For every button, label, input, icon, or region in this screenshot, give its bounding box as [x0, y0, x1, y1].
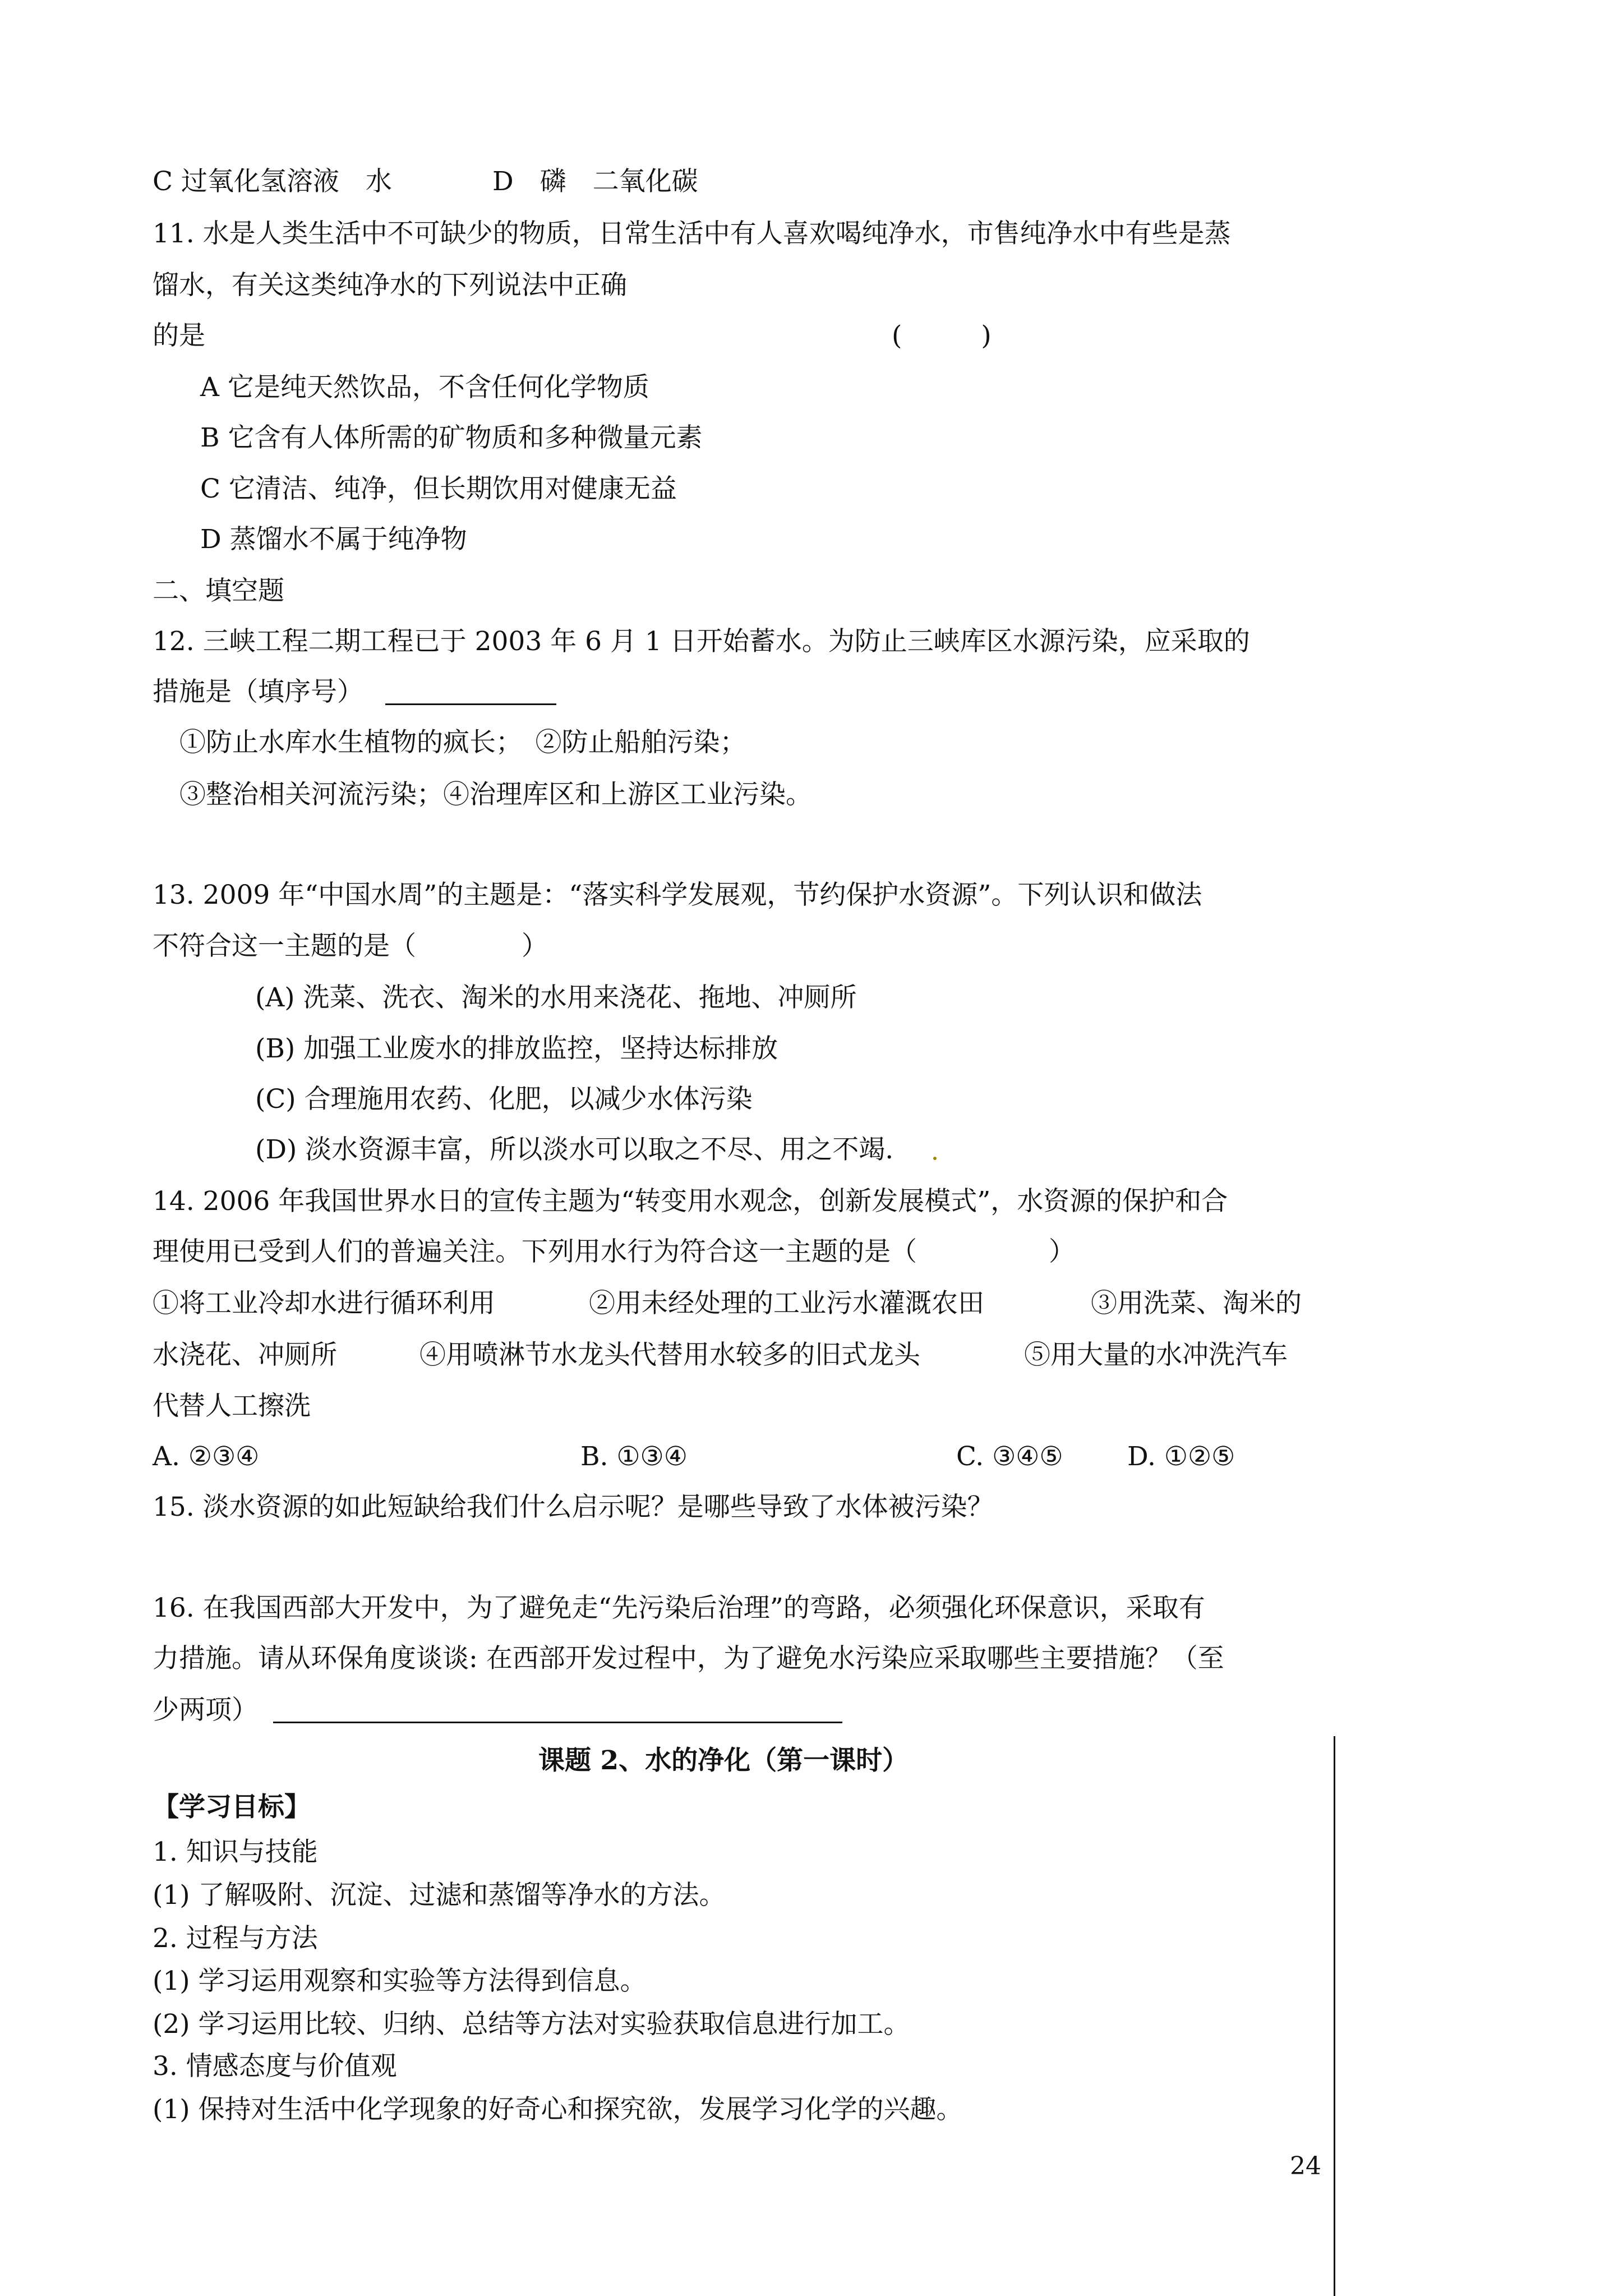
q14-option-a: A. ②③④ — [153, 1441, 260, 1472]
q12-line-3: ①防止水库水生植物的疯长； ②防止船舶污染； — [179, 727, 746, 758]
q14-line-2: 理使用已受到人们的普遍关注。下列用水行为符合这一主题的是（ ） — [153, 1236, 1075, 1267]
q14-item-3: ③用洗菜、淘米的 — [1091, 1288, 1302, 1319]
q14-item-3-cont: 水浇花、冲厕所 — [153, 1340, 337, 1370]
q12-answer-blank[interactable] — [385, 703, 556, 705]
q16-line-1: 16. 在我国西部大开发中，为了避免走“先污染后治理”的弯路，必须强化环保意识，采取有 — [153, 1593, 1205, 1623]
q13-option-a: (A) 洗菜、洗衣、淘米的水用来浇花、拖地、冲厕所 — [255, 982, 857, 1013]
q13-option-d: (D) 淡水资源丰富，所以淡水可以取之不尽、用之不竭. — [255, 1134, 894, 1165]
q12-line-2: 措施是（填序号） — [153, 677, 363, 707]
q13-line-2: 不符合这一主题的是（ ） — [153, 931, 548, 961]
q16-line-2: 力措施。请从环保角度谈谈: 在西部开发过程中，为了避免水污染应采取哪些主要措施？（至 — [153, 1643, 1224, 1674]
q11-option-b: B 它含有人体所需的矿物质和多种微量元素 — [200, 422, 703, 453]
q11-line-2: 馏水，有关这类纯净水的下列说法中正确 — [153, 270, 627, 301]
goal-item-3: 2. 过程与方法 — [153, 1923, 318, 1954]
q10-option-d: D 磷 二氧化碳 — [492, 166, 698, 197]
q11-option-a: A 它是纯天然饮品，不含任何化学物质 — [200, 372, 649, 403]
q14-option-c: C. ③④⑤ — [956, 1441, 1063, 1472]
q16-line-3: 少两项） — [153, 1695, 258, 1726]
q12-line-1: 12. 三峡工程二期工程已于 2003 年 6 月 1 日开始蓄水。为防止三峡库区水源污染，应采取的 — [153, 626, 1250, 657]
q13-line-1: 13. 2009 年“中国水周”的主题是：“落实科学发展观，节约保护水资源”。下列认识和做法 — [153, 880, 1202, 910]
q13-option-c: (C) 合理施用农药、化肥，以减少水体污染 — [255, 1084, 753, 1115]
q13-option-b: (B) 加强工业废水的排放监控，坚持达标排放 — [255, 1033, 778, 1064]
q14-item-1: ①将工业冷却水进行循环利用 — [153, 1288, 495, 1319]
learning-goals-heading: 【学习目标】 — [153, 1792, 311, 1823]
q10-option-c: C 过氧化氢溶液 水 — [153, 166, 392, 197]
stray-mark — [933, 1157, 937, 1160]
q14-item-4: ④用喷淋节水龙头代替用水较多的旧式龙头 — [419, 1340, 920, 1370]
q14-option-b: B. ①③④ — [580, 1441, 688, 1472]
page-number: 24 — [1290, 2152, 1321, 2180]
q14-line-1: 14. 2006 年我国世界水日的宣传主题为“转变用水观念，创新发展模式”，水资源的保护和合 — [153, 1186, 1228, 1217]
q11-line-1: 11. 水是人类生活中不可缺少的物质，日常生活中有人喜欢喝纯净水，市售纯净水中有些是蒸 — [153, 218, 1231, 249]
q11-option-c: C 它清洁、纯净，但长期饮用对健康无益 — [200, 473, 677, 504]
q16-answer-blank[interactable] — [273, 1722, 842, 1723]
q14-item-5: ⑤用大量的水冲洗汽车 — [1024, 1340, 1288, 1370]
q15-text: 15. 淡水资源的如此短缺给我们什么启示呢？是哪些导致了水体被污染？ — [153, 1492, 994, 1522]
section-heading-fill-in: 二、填空题 — [153, 576, 284, 606]
q11-line-3: 的是 — [153, 320, 205, 351]
q11-option-d: D 蒸馏水不属于纯净物 — [200, 524, 467, 555]
q14-item-5-cont: 代替人工擦洗 — [153, 1391, 311, 1421]
goal-item-5: (2) 学习运用比较、归纳、总结等方法对实验获取信息进行加工。 — [153, 2009, 910, 2040]
goal-item-6: 3. 情感态度与价值观 — [153, 2051, 397, 2082]
q12-line-4: ③整治相关河流污染；④治理库区和上游区工业污染。 — [179, 779, 812, 810]
q14-option-d: D. ①②⑤ — [1127, 1441, 1235, 1472]
goal-item-4: (1) 学习运用观察和实验等方法得到信息。 — [153, 1966, 647, 1996]
q11-answer-paren: ( ) — [892, 320, 992, 351]
goal-item-2: (1) 了解吸附、沉淀、过滤和蒸馏等净水的方法。 — [153, 1880, 726, 1911]
goal-item-7: (1) 保持对生活中化学现象的好奇心和探究欲，发展学习化学的兴趣。 — [153, 2094, 963, 2125]
lesson-title: 课题 2、水的净化（第一课时） — [538, 1745, 909, 1776]
goal-item-1: 1. 知识与技能 — [153, 1837, 318, 1867]
q14-item-2: ②用未经处理的工业污水灌溉农田 — [589, 1288, 984, 1319]
margin-rule — [1334, 1736, 1335, 2296]
